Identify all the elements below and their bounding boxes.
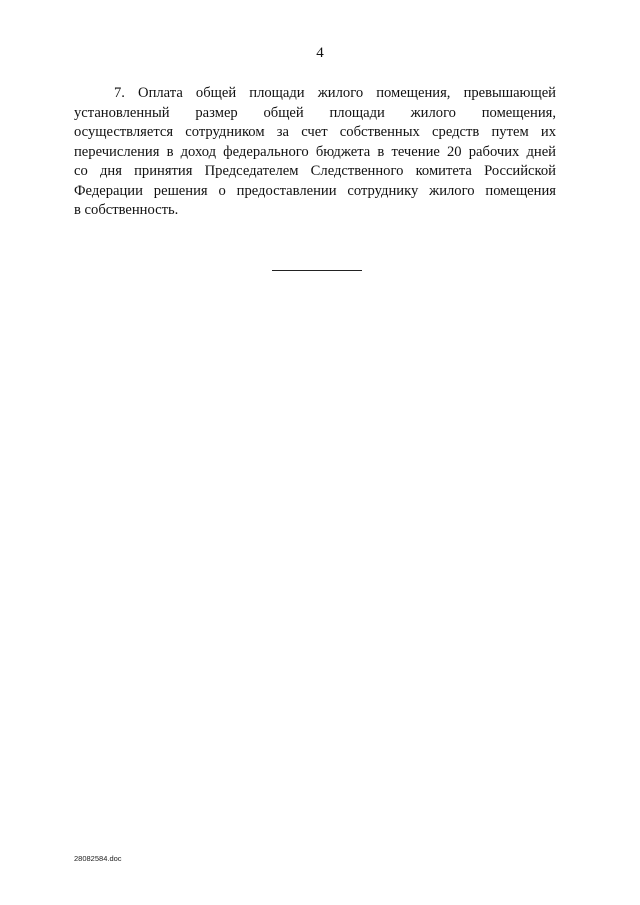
paragraph-item-7 — [74, 84, 556, 221]
paragraph-line: в собственность. — [74, 202, 179, 218]
paragraph-line: осуществляется сотрудником за счет собственных средств путем их — [74, 124, 556, 140]
paragraph-line: Федерации решения о предоставлении сотруднику жилого помещения — [74, 182, 556, 199]
footer-filename: 28082584.doc — [74, 854, 122, 863]
paragraph-line: со дня принятия Председателем Следственного комитета Российской — [74, 163, 556, 179]
page-number: 4 — [316, 45, 324, 61]
end-separator-line — [272, 270, 362, 271]
paragraph-line: перечисления в доход федерального бюджета в течение 20 рабочих дней — [74, 143, 556, 160]
paragraph-line: установленный размер общей площади жилого помещения, — [74, 104, 556, 121]
paragraph-line: 7. Оплата общей площади жилого помещения, превышающей — [114, 85, 556, 101]
